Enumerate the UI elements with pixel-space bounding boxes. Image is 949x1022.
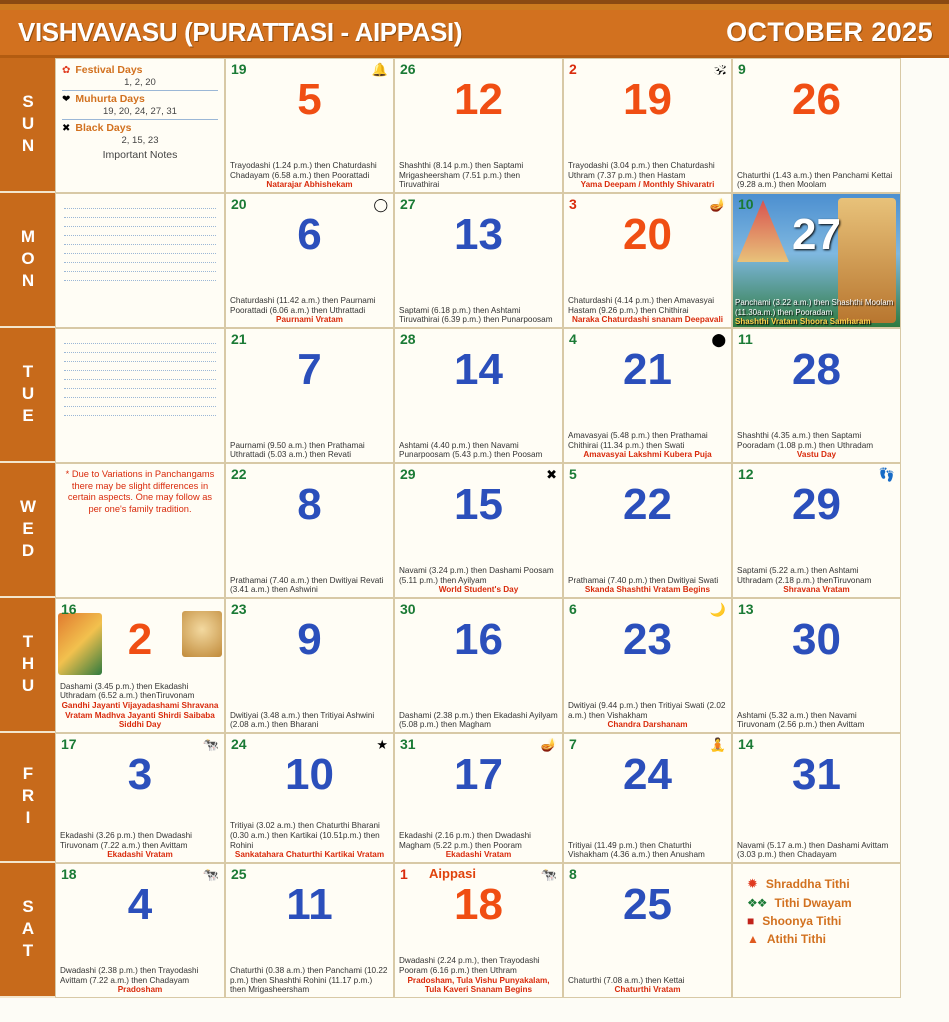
weekday-label-fri bbox=[0, 733, 55, 863]
day-panchangam-note: Dwitiyai (9.44 p.m.) then Tritiyai Swati (2.02 a.m.) then Vishakham Chandra Darshanam bbox=[568, 700, 726, 730]
notes-lines-area[interactable] bbox=[55, 328, 225, 463]
day-panchangam-note: Shashthi (8.14 p.m.) then Saptami Mrigasheersham (7.51 p.m.) then Tiruvathirai bbox=[399, 160, 524, 190]
calendar-day-cell[interactable] bbox=[732, 58, 901, 193]
day-panchangam-note: Prathamai (7.40 p.m.) then Dwitiyai Swati Skanda Shashthi Vratam Begins bbox=[568, 576, 727, 595]
tamil-day-number: 24 bbox=[623, 750, 672, 799]
gregorian-day-number: 5 bbox=[569, 466, 577, 482]
calendar-grid bbox=[0, 58, 949, 998]
day-panchangam-note: Amavasyai (5.48 p.m.) then Prathamai Chithirai (11.34 p.m.) then Swati Amavasyai Lakshmi Kubera Puja bbox=[568, 431, 727, 460]
gregorian-day-number: 11 bbox=[738, 331, 753, 347]
muhurta-days-label: Muhurta Days bbox=[75, 93, 145, 105]
day-festival-note: Pradosham bbox=[117, 985, 163, 995]
day-panchangam-note: Dwitiyai (3.48 a.m.) then Tritiyai Ashwini (2.08 a.m.) then Bharani bbox=[230, 710, 375, 730]
calendar-day-cell[interactable] bbox=[732, 733, 901, 863]
tamil-day-number: 11 bbox=[286, 880, 333, 929]
day-panchangam-note: Shashthi (4.35 a.m.) then Saptami Pooradam (1.08 p.m.) then Uthradam Vastu Day bbox=[737, 431, 896, 460]
week-row bbox=[55, 598, 949, 733]
note-line[interactable] bbox=[64, 218, 216, 227]
gregorian-day-number: 14 bbox=[738, 736, 754, 752]
weekday-label-mon bbox=[0, 193, 55, 328]
gregorian-day-number: 25 bbox=[231, 866, 247, 882]
tamil-day-number: 8 bbox=[297, 480, 322, 529]
calendar-day-cell[interactable] bbox=[732, 193, 901, 328]
day-panchangam-note: Trayodashi (3.04 p.m.) then Chaturdashi Uthram (7.37 p.m.) then Hastam Yama Deepam / Monthly Shivaratri bbox=[568, 161, 727, 190]
tamil-day-number: 27 bbox=[792, 210, 841, 259]
calendar-day-cell[interactable] bbox=[394, 863, 563, 998]
day-panchangam-note: Panchami (3.22 a.m.) then Shashthi Moolam (11.30a.m.) then Pooradam Shashthi Vratam Shoora Samharam bbox=[735, 298, 898, 326]
day-festival-note: Pradosham, Tula Vishu Punyakalam, Tula Kaveri Snanam Begins bbox=[407, 975, 550, 995]
note-line[interactable] bbox=[64, 236, 216, 245]
tamil-day-number: 19 bbox=[623, 75, 672, 124]
weekday-label-sat bbox=[0, 863, 55, 998]
weekday-label-thu bbox=[0, 598, 55, 733]
bell-icon: 🔔 bbox=[371, 62, 388, 77]
tamil-day-number: 22 bbox=[623, 480, 672, 529]
tamil-day-number: 17 bbox=[454, 750, 503, 799]
month-title: OCTOBER 2025 bbox=[726, 17, 933, 47]
calendar-day-cell[interactable] bbox=[55, 598, 225, 733]
weekday-text: SAT bbox=[18, 896, 38, 963]
weeks-container bbox=[55, 58, 949, 998]
legend-row bbox=[747, 932, 894, 946]
festival-days-value: 1, 2, 20 bbox=[124, 77, 156, 88]
day-panchangam-note: Saptami (6.18 p.m.) then Ashtami Tiruvathirai (6.39 p.m.) then Punarpoosam bbox=[399, 305, 553, 325]
week-row bbox=[55, 193, 949, 328]
day-festival-note: Gandhi Jayanti Vijayadashami Shravana Vratam Madhva Jayanti Shirdi Saibaba Siddhi Day bbox=[61, 700, 219, 730]
calendar-day-cell[interactable] bbox=[225, 733, 394, 863]
day-panchangam-note: Trayodashi (1.24 p.m.) then Chaturdashi Chadayam (6.58 a.m.) then Poorattadi Natarajar Abhishekam bbox=[230, 161, 389, 190]
day-panchangam-note: Navami (5.17 a.m.) then Dashami Avittam (3.03 p.m.) then Chadayam bbox=[737, 840, 889, 860]
day-panchangam-note: Ashtami (4.40 p.m.) then Navami Punarpoosam (5.43 p.m.) then Poosam bbox=[399, 440, 543, 460]
day-panchangam-note: Tritiyai (3.02 a.m.) then Chaturthi Bharani (0.30 a.m.) then Kartikai (10.51p.m.) then Rohini Sankatahara Chaturthi Kartikai Vratam bbox=[230, 821, 389, 860]
calendar-day-cell[interactable] bbox=[732, 328, 901, 463]
note-line[interactable] bbox=[64, 371, 216, 380]
festival-icon: ✿ bbox=[62, 64, 71, 76]
calendar-header bbox=[0, 10, 949, 58]
note-line[interactable] bbox=[64, 272, 216, 281]
black-days-label: Black Days bbox=[75, 122, 132, 134]
calendar-day-cell[interactable] bbox=[394, 598, 563, 733]
legend-label: Shoonya Tithi bbox=[762, 914, 842, 928]
calendar-day-cell[interactable] bbox=[225, 598, 394, 733]
legend-row bbox=[747, 876, 894, 892]
weekday-text: SUN bbox=[18, 91, 38, 158]
day-festival-note: Chaturthi Vratam bbox=[614, 985, 681, 995]
tamil-day-number: 2 bbox=[127, 615, 153, 664]
feet-icon: 👣 bbox=[878, 467, 895, 482]
calendar-day-cell[interactable] bbox=[394, 193, 563, 328]
gregorian-day-number: 1 bbox=[400, 866, 408, 882]
gregorian-day-number: 2 bbox=[569, 61, 577, 77]
legend-label: Shraddha Tithi bbox=[765, 877, 850, 891]
tamil-day-number: 29 bbox=[792, 480, 841, 529]
weekday-label-sun bbox=[0, 58, 55, 193]
calendar-day-cell[interactable] bbox=[732, 463, 901, 598]
legend-row bbox=[747, 896, 894, 910]
note-line[interactable] bbox=[64, 362, 216, 371]
day-festival-note: Naraka Chaturdashi snanam Deepavali bbox=[571, 315, 724, 325]
day-festival-note: Shashthi Vratam Shoora Samharam bbox=[735, 316, 871, 326]
gregorian-day-number: 6 bbox=[569, 601, 577, 617]
note-line[interactable] bbox=[64, 380, 216, 389]
calendar-day-cell[interactable] bbox=[394, 328, 563, 463]
top-strip-inner bbox=[0, 0, 949, 4]
day-festival-note: Yama Deepam / Monthly Shivaratri bbox=[580, 180, 715, 190]
black-days-row bbox=[62, 122, 218, 134]
black-day-icon: ✖ bbox=[62, 122, 71, 134]
tamil-day-number: 10 bbox=[285, 750, 334, 799]
muhurta-days-row bbox=[62, 93, 218, 105]
day-festival-note: Natarajar Abhishekam bbox=[266, 180, 353, 190]
day-panchangam-note: Chaturthi (1.43 a.m.) then Panchami Kettai (9.28 a.m.) then Moolam bbox=[737, 170, 893, 190]
day-panchangam-note: Navami (3.24 p.m.) then Dashami Poosam (5.11 p.m.) then Ayilyam World Student's Day bbox=[399, 566, 558, 595]
new-moon-icon: ⬤ bbox=[711, 332, 726, 347]
shoonya-tithi-icon: ■ bbox=[747, 914, 755, 928]
day-panchangam-note: Saptami (5.22 a.m.) then Ashtami Uthradam (2.18 p.m.) thenTiruvonam Shravana Vratam bbox=[737, 566, 896, 595]
shraddha-tithi-icon: ✹ bbox=[747, 876, 758, 891]
weekday-text: THU bbox=[18, 631, 38, 698]
week-row bbox=[55, 733, 949, 863]
tamil-day-number: 16 bbox=[454, 615, 503, 664]
gregorian-day-number: 3 bbox=[569, 196, 577, 212]
tamil-day-number: 12 bbox=[454, 75, 503, 124]
day-festival-note: Sankatahara Chaturthi Kartikai Vratam bbox=[234, 850, 385, 860]
day-panchangam-note: Tritiyai (11.49 p.m.) then Chaturthi Vishakham (4.36 a.m.) then Anusham bbox=[568, 840, 705, 860]
calendar-day-cell[interactable] bbox=[55, 863, 225, 998]
day-festival-note: Chandra Darshanam bbox=[607, 720, 688, 730]
tamil-day-number: 31 bbox=[792, 750, 841, 799]
calendar-day-cell[interactable] bbox=[225, 463, 394, 598]
day-panchangam-note: Paurnami (9.50 a.m.) then Prathamai Uthrattadi (5.03 a.m.) then Revati bbox=[230, 440, 365, 460]
gregorian-day-number: 29 bbox=[400, 466, 416, 482]
variation-note-text: * Due to Variations in Panchangams there may be slight differences in certain aspects. One may follow as per one's family tradition. bbox=[65, 469, 215, 514]
tamil-day-number: 23 bbox=[623, 615, 672, 664]
weekday-text: TUE bbox=[18, 361, 38, 428]
day-panchangam-note: Dwadashi (2.38 p.m.) then Trayodashi Avittam (7.22 a.m.) then Chadayam Pradosham bbox=[60, 966, 220, 995]
gregorian-day-number: 27 bbox=[400, 196, 416, 212]
gregorian-day-number: 12 bbox=[738, 466, 754, 482]
calendar-day-cell[interactable] bbox=[563, 598, 732, 733]
info-panel[interactable] bbox=[55, 58, 225, 193]
weekday-text: FRI bbox=[18, 764, 38, 830]
calendar-day-cell[interactable] bbox=[563, 863, 732, 998]
weekday-text: MON bbox=[18, 226, 38, 293]
gregorian-day-number: 19 bbox=[231, 61, 247, 77]
cow-icon: 🐄 bbox=[202, 737, 219, 752]
note-line[interactable] bbox=[64, 398, 216, 407]
calendar-day-cell[interactable] bbox=[394, 463, 563, 598]
week-row bbox=[55, 58, 949, 193]
weekday-text: WED bbox=[18, 496, 38, 563]
tithi-dwayam-icon: ❖❖ bbox=[747, 896, 767, 910]
note-line[interactable] bbox=[64, 344, 216, 353]
day-panchangam-note: Dwadashi (2.24 p.m.), then Trayodashi Pooram (6.16 p.m.) then Uthram Pradosham, Tula Vishu Punyakalam, Tula Kaveri Snanam Begins bbox=[399, 956, 558, 995]
day-panchangam-note: Ashtami (5.32 a.m.) then Navami Tiruvonam (2.56 p.m.) then Avittam bbox=[737, 710, 865, 730]
day-panchangam-note: Dashami (3.45 p.m.) then Ekadashi Uthradam (6.52 a.m.) thenTiruvonam Gandhi Jayanti Vijayadashami Shravana Vratam Madhva Jayanti Shirdi Saibaba Siddhi Day bbox=[60, 681, 219, 730]
note-line[interactable] bbox=[64, 335, 216, 344]
important-notes-label: Important Notes bbox=[102, 149, 178, 161]
tamil-day-number: 30 bbox=[792, 615, 841, 664]
calendar-day-cell[interactable] bbox=[55, 733, 225, 863]
gregorian-day-number: 7 bbox=[569, 736, 577, 752]
gregorian-day-number: 9 bbox=[738, 61, 746, 77]
tamil-day-number: 6 bbox=[297, 210, 322, 259]
note-line[interactable] bbox=[64, 245, 216, 254]
gregorian-day-number: 16 bbox=[61, 601, 77, 617]
legend-row bbox=[747, 914, 894, 928]
day-panchangam-note: Ekadashi (2.16 p.m.) then Dwadashi Magham (5.22 p.m.) then Pooram Ekadashi Vratam bbox=[399, 831, 558, 860]
week-row bbox=[55, 463, 949, 598]
muhurta-icon: ❤ bbox=[62, 93, 71, 105]
day-festival-note: Vastu Day bbox=[796, 450, 837, 460]
tamil-day-number: 5 bbox=[297, 75, 322, 124]
gregorian-day-number: 22 bbox=[231, 466, 247, 482]
calendar-day-cell[interactable] bbox=[225, 863, 394, 998]
tamil-day-number: 15 bbox=[454, 480, 503, 529]
gregorian-day-number: 30 bbox=[400, 601, 416, 617]
gregorian-day-number: 17 bbox=[61, 736, 77, 752]
lamp-icon: 🪔 bbox=[540, 737, 557, 752]
notes-lines-area[interactable] bbox=[55, 193, 225, 328]
top-strip bbox=[0, 0, 949, 10]
calendar-day-cell[interactable] bbox=[225, 193, 394, 328]
gregorian-day-number: 20 bbox=[231, 196, 247, 212]
moon-icon: ◯ bbox=[373, 197, 388, 212]
day-panchangam-note: Chaturdashi (11.42 a.m.) then Paurnami Poorattadi (6.06 a.m.) then Uthrattadi Paurnami Vratam bbox=[230, 296, 389, 325]
gregorian-day-number: 8 bbox=[569, 866, 577, 882]
day-festival-note: Ekadashi Vratam bbox=[107, 850, 173, 860]
gregorian-day-number: 24 bbox=[231, 736, 247, 752]
star-icon: ★ bbox=[376, 737, 388, 752]
day-panchangam-note: Chaturthi (7.08 a.m.) then Kettai Chaturthi Vratam bbox=[568, 976, 727, 995]
atithi-tithi-icon: ▲ bbox=[747, 932, 759, 946]
tamil-day-number: 14 bbox=[454, 345, 503, 394]
calendar-day-cell[interactable] bbox=[563, 328, 732, 463]
calendar-day-cell[interactable] bbox=[732, 598, 901, 733]
note-line[interactable] bbox=[64, 353, 216, 362]
day-festival-note: Amavasyai Lakshmi Kubera Puja bbox=[583, 450, 712, 460]
tamil-day-number: 9 bbox=[297, 615, 322, 664]
tamil-day-number: 26 bbox=[792, 75, 841, 124]
note-line[interactable] bbox=[64, 407, 216, 416]
black-day-icon: ✖ bbox=[546, 467, 557, 482]
calendar-day-cell[interactable] bbox=[563, 58, 732, 193]
gregorian-day-number: 31 bbox=[400, 736, 416, 752]
gregorian-day-number: 28 bbox=[400, 331, 416, 347]
day-panchangam-note: Prathamai (7.40 a.m.) then Dwitiyai Revati (3.41 a.m.) then Ashwini bbox=[230, 575, 384, 595]
day-festival-note: Paurnami Vratam bbox=[276, 315, 343, 325]
black-days-value: 2, 15, 23 bbox=[121, 135, 159, 146]
legend-box bbox=[732, 863, 901, 998]
gregorian-day-number: 18 bbox=[61, 866, 77, 882]
note-line[interactable] bbox=[64, 200, 216, 209]
calendar-day-cell[interactable] bbox=[563, 463, 732, 598]
gregorian-day-number: 21 bbox=[231, 331, 247, 347]
week-row bbox=[55, 863, 949, 998]
gregorian-day-number: 10 bbox=[738, 196, 754, 212]
tamil-day-number: 25 bbox=[623, 880, 672, 929]
tamil-day-number: 18 bbox=[454, 880, 503, 929]
calendar-day-cell[interactable] bbox=[225, 58, 394, 193]
day-festival-note: World Student's Day bbox=[438, 585, 519, 595]
cow-icon: 🐄 bbox=[540, 867, 557, 882]
day-festival-note: Skanda Shashthi Vratam Begins bbox=[584, 585, 711, 595]
legend-label: Atithi Tithi bbox=[766, 932, 826, 946]
shiva-lingam-icon: 🕉 bbox=[714, 62, 726, 77]
day-panchangam-note: Dashami (2.38 p.m.) then Ekadashi Ayilyam (5.08 p.m.) then Magham bbox=[399, 710, 558, 730]
tamil-day-number: 3 bbox=[127, 750, 153, 799]
variation-note bbox=[55, 463, 225, 598]
calendar-day-cell[interactable] bbox=[563, 193, 732, 328]
day-panchangam-note: Chaturdashi (4.14 p.m.) then Amavasyai Hastam (9.26 p.m.) then Chithirai Naraka Chaturdashi snanam Deepavali bbox=[568, 296, 727, 325]
week-row bbox=[55, 328, 949, 463]
page-title: VISHVAVASU (PURATTASI - AIPPASI) bbox=[18, 17, 463, 47]
festival-days-row bbox=[62, 64, 218, 76]
gregorian-day-number: 23 bbox=[231, 601, 247, 617]
tamil-day-number: 20 bbox=[623, 210, 672, 259]
tamil-month-label: Aippasi bbox=[429, 866, 476, 881]
calendar-day-cell[interactable] bbox=[394, 58, 563, 193]
tamil-day-number: 28 bbox=[792, 345, 841, 394]
weekday-label-tue bbox=[0, 328, 55, 463]
tamil-day-number: 7 bbox=[297, 345, 322, 394]
gregorian-day-number: 4 bbox=[569, 331, 577, 347]
weekday-column bbox=[0, 58, 55, 998]
deity-icon: 🧘 bbox=[709, 737, 726, 752]
day-festival-note: Shravana Vratam bbox=[783, 585, 850, 595]
day-festival-note: Ekadashi Vratam bbox=[445, 850, 512, 860]
diya-icon: 🪔 bbox=[709, 197, 726, 212]
note-line[interactable] bbox=[64, 209, 216, 218]
festival-days-label: Festival Days bbox=[75, 64, 143, 76]
muhurta-days-value: 19, 20, 24, 27, 31 bbox=[103, 106, 177, 117]
day-panchangam-note: Chaturthi (0.38 a.m.) then Panchami (10.22 p.m.) then Shashthi Rohini (11.17 p.m.) then Mrigasheersham bbox=[230, 965, 388, 995]
calendar-day-cell[interactable] bbox=[225, 328, 394, 463]
calendar-day-cell[interactable] bbox=[563, 733, 732, 863]
gregorian-day-number: 13 bbox=[738, 601, 754, 617]
calendar-day-cell[interactable] bbox=[394, 733, 563, 863]
cow-icon: 🐄 bbox=[202, 867, 219, 882]
tamil-day-number: 4 bbox=[127, 880, 153, 929]
gregorian-day-number: 26 bbox=[400, 61, 416, 77]
legend-label: Tithi Dwayam bbox=[774, 896, 852, 910]
note-line[interactable] bbox=[64, 254, 216, 263]
crescent-icon: 🌙 bbox=[709, 602, 726, 617]
weekday-label-wed bbox=[0, 463, 55, 598]
tamil-day-number: 13 bbox=[454, 210, 503, 259]
note-line[interactable] bbox=[64, 389, 216, 398]
note-line[interactable] bbox=[64, 227, 216, 236]
tamil-day-number: 21 bbox=[623, 345, 672, 394]
day-panchangam-note: Ekadashi (3.26 p.m.) then Dwadashi Tiruvonam (7.22 a.m.) then Avittam Ekadashi Vratam bbox=[60, 831, 220, 860]
note-line[interactable] bbox=[64, 263, 216, 272]
